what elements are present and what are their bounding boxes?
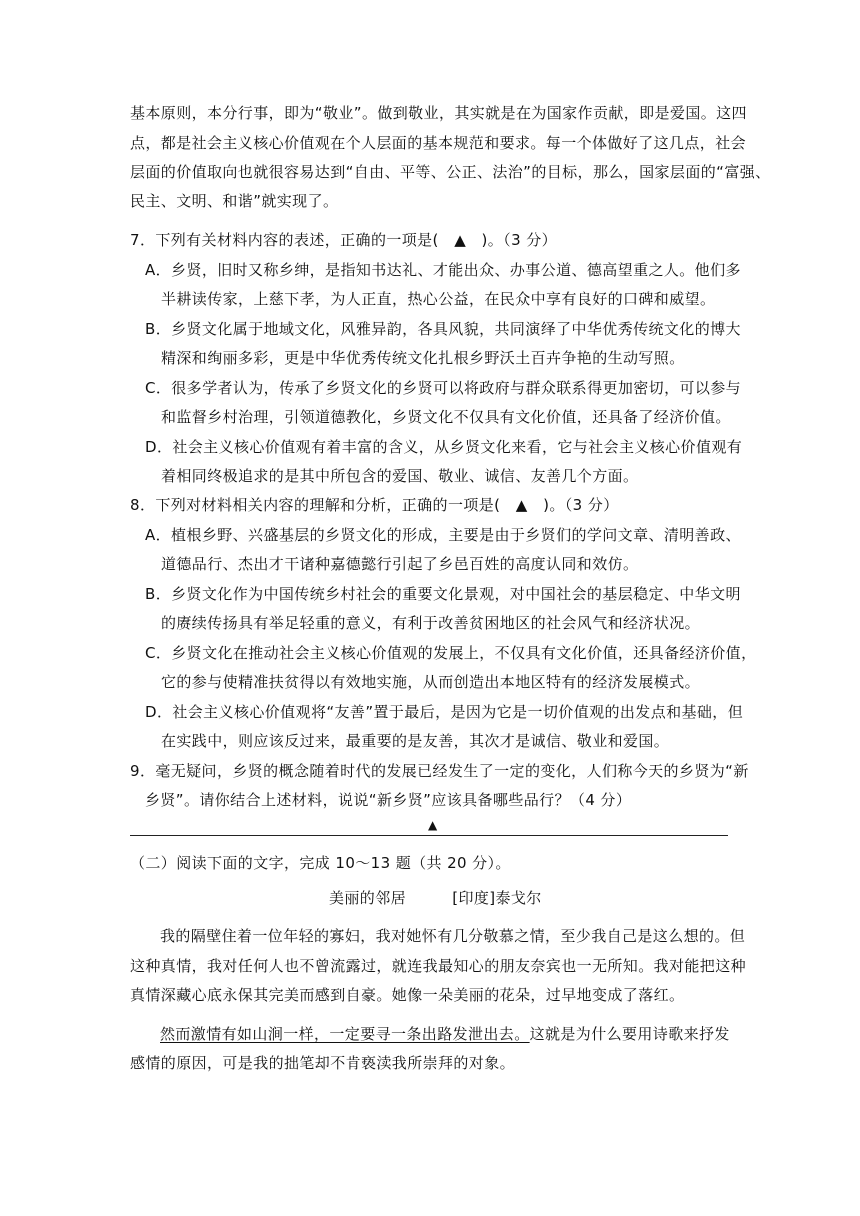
q7-option-c-line2: 和监督乡村治理，引领道德教化，乡贤文化不仅具有文化价值，还具备了经济价值。 xyxy=(161,408,731,426)
q8-stem: 8．下列对材料相关内容的理解和分析，正确的一项是( ▲ )。（3 分） xyxy=(130,496,619,514)
q7-option-d-line1: D．社会主义核心价值观有着丰富的含义，从乡贤文化来看，它与社会主义核心价值观有 xyxy=(145,438,743,456)
q8-option-c-line1: C．乡贤文化在推动社会主义核心价值观的发展上，不仅具有文化价值，还具备经济价值， xyxy=(145,644,757,662)
para1-line-1: 我的隔壁住着一位年轻的寡妇，我对她怀有几分敬慕之情，至少我自己是这么想的。但 xyxy=(160,927,746,945)
passage-line-2: 点，都是社会主义核心价值观在个人层面的基本规范和要求。每一个体做好了这几点，社会 xyxy=(130,134,747,152)
q8-option-d-line1: D．社会主义核心价值观将“友善”置于最后，是因为它是一切价值观的出发点和基础，但 xyxy=(145,703,744,721)
section2-heading: （二）阅读下面的文字，完成 10～13 题（共 20 分）。 xyxy=(130,854,511,872)
passage-line-4: 民主、文明、和谐”就实现了。 xyxy=(130,192,339,210)
q7-stem: 7．下列有关材料内容的表述，正确的一项是( ▲ )。（3 分） xyxy=(130,231,557,249)
passage-line-1: 基本原则，本分行事，即为“敬业”。做到敬业，其实就是在为国家作贡献，即是爱国。这四 xyxy=(130,104,747,122)
underlined-sentence: 然而激情有如山涧一样，一定要寻一条出路发泄出去。 xyxy=(160,1025,530,1043)
q9-line-1: 9．毫无疑问，乡贤的概念随着时代的发展已经发生了一定的变化，人们称今天的乡贤为“新 xyxy=(130,762,749,780)
q8-option-a-line1: A．植根乡野、兴盛基层的乡贤文化的形成，主要是由于乡贤们的学问文章、清明善政、 xyxy=(145,526,741,544)
q8-option-a-line2: 道德品行、杰出才干诸种嘉德懿行引起了乡邑百姓的高度认同和效仿。 xyxy=(161,555,639,573)
q9-line-2: 乡贤”。请你结合上述材料，说说“新乡贤”应该具备哪些品行？（4 分） xyxy=(145,791,632,809)
passage-line-3: 层面的价值取向也就很容易达到“自由、平等、公正、法治”的目标，那么，国家层面的“富强、 xyxy=(130,163,771,181)
q7-option-a-line2: 半耕读传家，上慈下孝，为人正直，热心公益，在民众中享有良好的口碑和威望。 xyxy=(161,290,716,308)
q7-option-a-line1: A．乡贤，旧时又称乡绅，是指知书达礼、才能出众、办事公道、德高望重之人。他们多 xyxy=(145,261,741,279)
story-title: 美丽的邻居 [印度]泰戈尔 xyxy=(329,889,542,907)
para1-line-3: 真情深藏心底永保其完美而感到自豪。她像一朵美丽的花朵，过早地变成了落红。 xyxy=(130,986,685,1004)
q7-option-b-line1: B．乡贤文化属于地域文化，风雅异韵，各具风貌，共同演绎了中华优秀传统文化的博大 xyxy=(145,320,741,338)
answer-line xyxy=(130,835,728,836)
q7-option-b-line2: 精深和绚丽多彩，更是中华优秀传统文化扎根乡野沃土百卉争艳的生动写照。 xyxy=(161,349,685,367)
q8-option-d-line2: 在实践中，则应该反过来，最重要的是友善，其次才是诚信、敬业和爱国。 xyxy=(161,732,670,750)
para2-line-2: 感情的原因，可是我的拙笔却不肯亵渎我所崇拜的对象。 xyxy=(130,1054,516,1072)
q8-option-b-line2: 的赓续传扬具有举足轻重的意义，有利于改善贫困地区的社会风气和经济状况。 xyxy=(161,614,701,632)
para2-rest: 这就是为什么要用诗歌来抒发 xyxy=(529,1025,730,1043)
q7-option-c-line1: C．很多学者认为，传承了乡贤文化的乡贤可以将政府与群众联系得更加密切，可以参与 xyxy=(145,379,742,397)
q8-option-c-line2: 它的参与使精准扶贫得以有效地实施，从而创造出本地区特有的经济发展模式。 xyxy=(161,673,701,691)
q7-option-d-line2: 着相同终极追求的是其中所包含的爱国、敬业、诚信、友善几个方面。 xyxy=(161,467,639,485)
para2-line-1 xyxy=(160,1023,730,1045)
q8-option-b-line1: B．乡贤文化作为中国传统乡村社会的重要文化景观，对中国社会的基层稳定、中华文明 xyxy=(145,585,741,603)
para1-line-2: 这种真情，我对任何人也不曾流露过，就连我最知心的朋友奈宾也一无所知。我对能把这种 xyxy=(130,957,747,975)
answer-mark: ▲ xyxy=(428,818,438,832)
